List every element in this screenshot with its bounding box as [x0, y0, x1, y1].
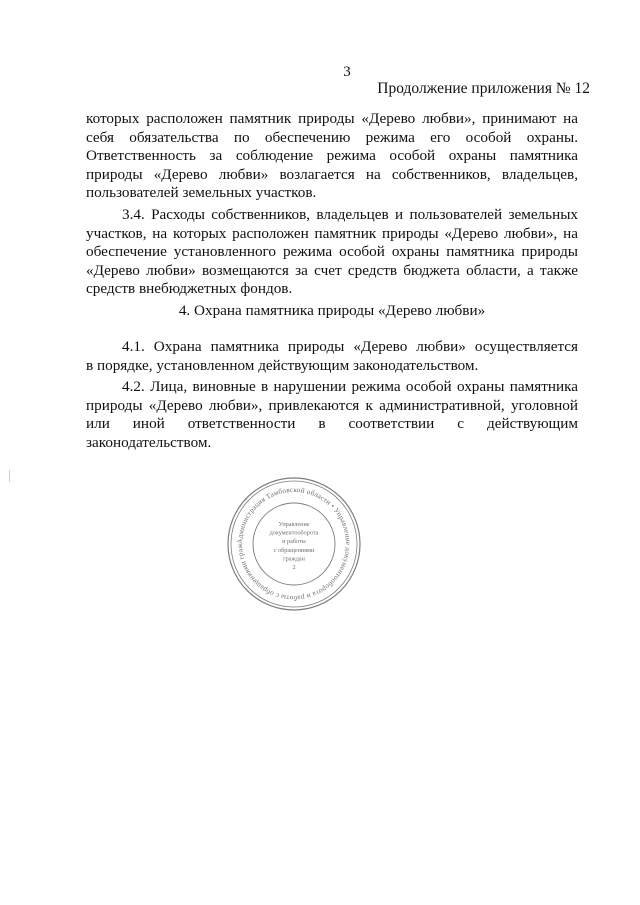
text-line: Ответственность за соблюдение режима особой охраны памятника — [86, 147, 578, 165]
paragraph-4-1 — [86, 338, 578, 375]
appendix-continuation: Продолжение приложения № 12 — [377, 80, 590, 97]
official-seal-stamp — [224, 474, 364, 614]
text-line: 4.2. Лица, виновные в нарушении режима особой охраны памятника — [122, 378, 578, 395]
seal-center-line: и работы — [282, 538, 306, 546]
text-line: «Дерево любви» возмещаются за счет средств бюджета области, а также — [86, 261, 578, 279]
seal-center-line: Управление — [278, 521, 310, 528]
seal-center-line: с обращениями — [273, 546, 315, 554]
text-line: 4.1. Охрана памятника природы «Дерево любви» осуществляется — [122, 338, 578, 355]
text-line: или иной ответственности в соответствии с действующим — [86, 415, 578, 433]
page-number: 3 — [343, 64, 351, 80]
text-line: которых расположен памятник природы «Дерево любви», принимают на — [86, 110, 578, 127]
text-line: участков, на которых расположен памятник природы «Дерево любви», на — [86, 224, 578, 242]
paragraph-intro — [86, 110, 578, 203]
scan-artifact — [9, 470, 10, 482]
section-heading: 4. Охрана памятника природы «Дерево любви» — [178, 302, 486, 319]
text-line: 3.4. Расходы собственников, владельцев и пользователей земельных — [122, 206, 578, 223]
text-line: природы «Дерево любви», привлекаются к административной, уголовной — [86, 396, 578, 414]
text-line: в порядке, установленном действующим законодательством. — [86, 356, 479, 374]
text-line: законодательством. — [86, 433, 212, 451]
text-line: природы «Дерево любви» возлагается на собственников, владельцев, — [86, 165, 578, 183]
text-line: себя обязательства по обеспечению режима его особой охраны. — [86, 128, 578, 146]
seal-graphic — [224, 474, 364, 614]
seal-center-line: документооборота — [269, 529, 319, 537]
text-line: средств внебюджетных фондов. — [86, 280, 293, 298]
svg-text:Администрация Тамбовской облас: Администрация Тамбовской области • Управление документооборота и работы с обращениями граж — [235, 485, 353, 603]
paragraph-3-4 — [86, 206, 578, 299]
paragraph-4-2 — [86, 378, 578, 452]
seal-center-line: граждан — [283, 555, 305, 563]
text-line: обеспечение установленного режима особой охраны памятника природы — [86, 243, 578, 261]
seal-center-line: 2 — [292, 564, 296, 571]
text-line: пользователей земельных участков. — [86, 184, 317, 202]
